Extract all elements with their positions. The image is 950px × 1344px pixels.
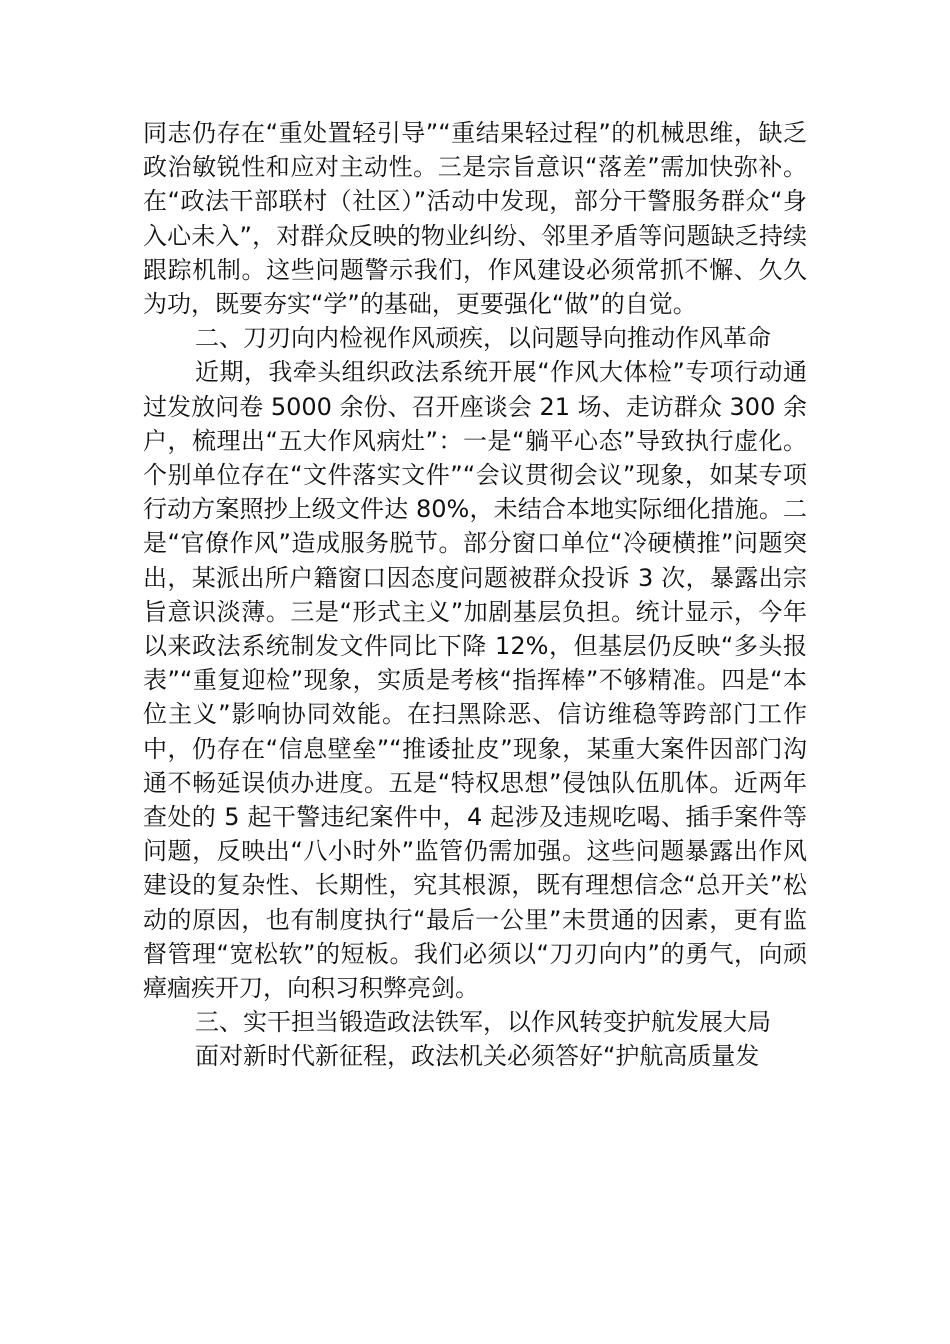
section-heading-3: 三、实干担当锻造政法铁军，以作风转变护航发展大局 (195, 1008, 771, 1037)
paragraph-section-2-body: 近期，我牵头组织政法系统开展“作风大体检”专项行动通过发放问卷 5000 余份、召开座谈会 21 场、走访群众 300 余户，梳理出“五大作风病灶”：一是“躺平心态”导致执行虚化。个别单位存在“文件落实文件”“会议贯彻会议”现象，如某专项行动方案照抄上级文件达 80%，未结合本地实际细化措施。二是“官僚作风”造成服务脱节。部分窗口单位“冷硬横推”问题突出，某派出所户籍窗口因态度问题被群众投诉 3 次，暴露出宗旨意识淡薄。三是“形式主义”加剧基层负担。统计显示，今年以来政法系统制发文件同比下降 12%，但基层仍反映“多头报表”“重复迎检”现象，实质是考核“指挥棒”不够精准。四是“本位主义”影响协同效能。在扫黑除恶、信访维稳等跨部门工作中，仍存在“信息壁垒”“推诿扯皮”现象，某重大案件因部门沟通不畅延误侦办进度。五是“特权思想”侵蚀队伍肌体。近两年查处的 5 起干警违纪案件中，4 起涉及违规吃喝、插手案件等问题，反映出“八小时外”监管仍需加强。这些问题暴露出作风建设的复杂性、长期性，究其根源，既有理想信念“总开关”松动的原因，也有制度执行“最后一公里”未贯通的因素，更有监督管理“宽松软”的短板。我们必须以“刀刃向内”的勇气，向顽瘴痼疾开刀，向积习积弊亮剑。 (143, 358, 807, 1003)
document-body (143, 116, 807, 1074)
paragraph-continuation: 同志仍存在“重处置轻引导”“重结果轻过程”的机械思维，缺乏政治敏锐性和应对主动性。三是宗旨意识“落差”需加快弥补。在“政法干部联村（社区）”活动中发现，部分干警服务群众“身入心未入”，对群众反映的物业纠纷、邻里矛盾等问题缺乏持续跟踪机制。这些问题警示我们，作风建设必须常抓不懈、久久为功，既要夯实“学”的基础，更要强化“做”的自觉。 (143, 119, 807, 319)
section-heading-2: 二、刀刃向内检视作风顽疾，以问题导向推动作风革命 (195, 324, 771, 353)
paragraph-section-3-body: 面对新时代新征程，政法机关必须答好“护航高质量发 (195, 1042, 760, 1071)
